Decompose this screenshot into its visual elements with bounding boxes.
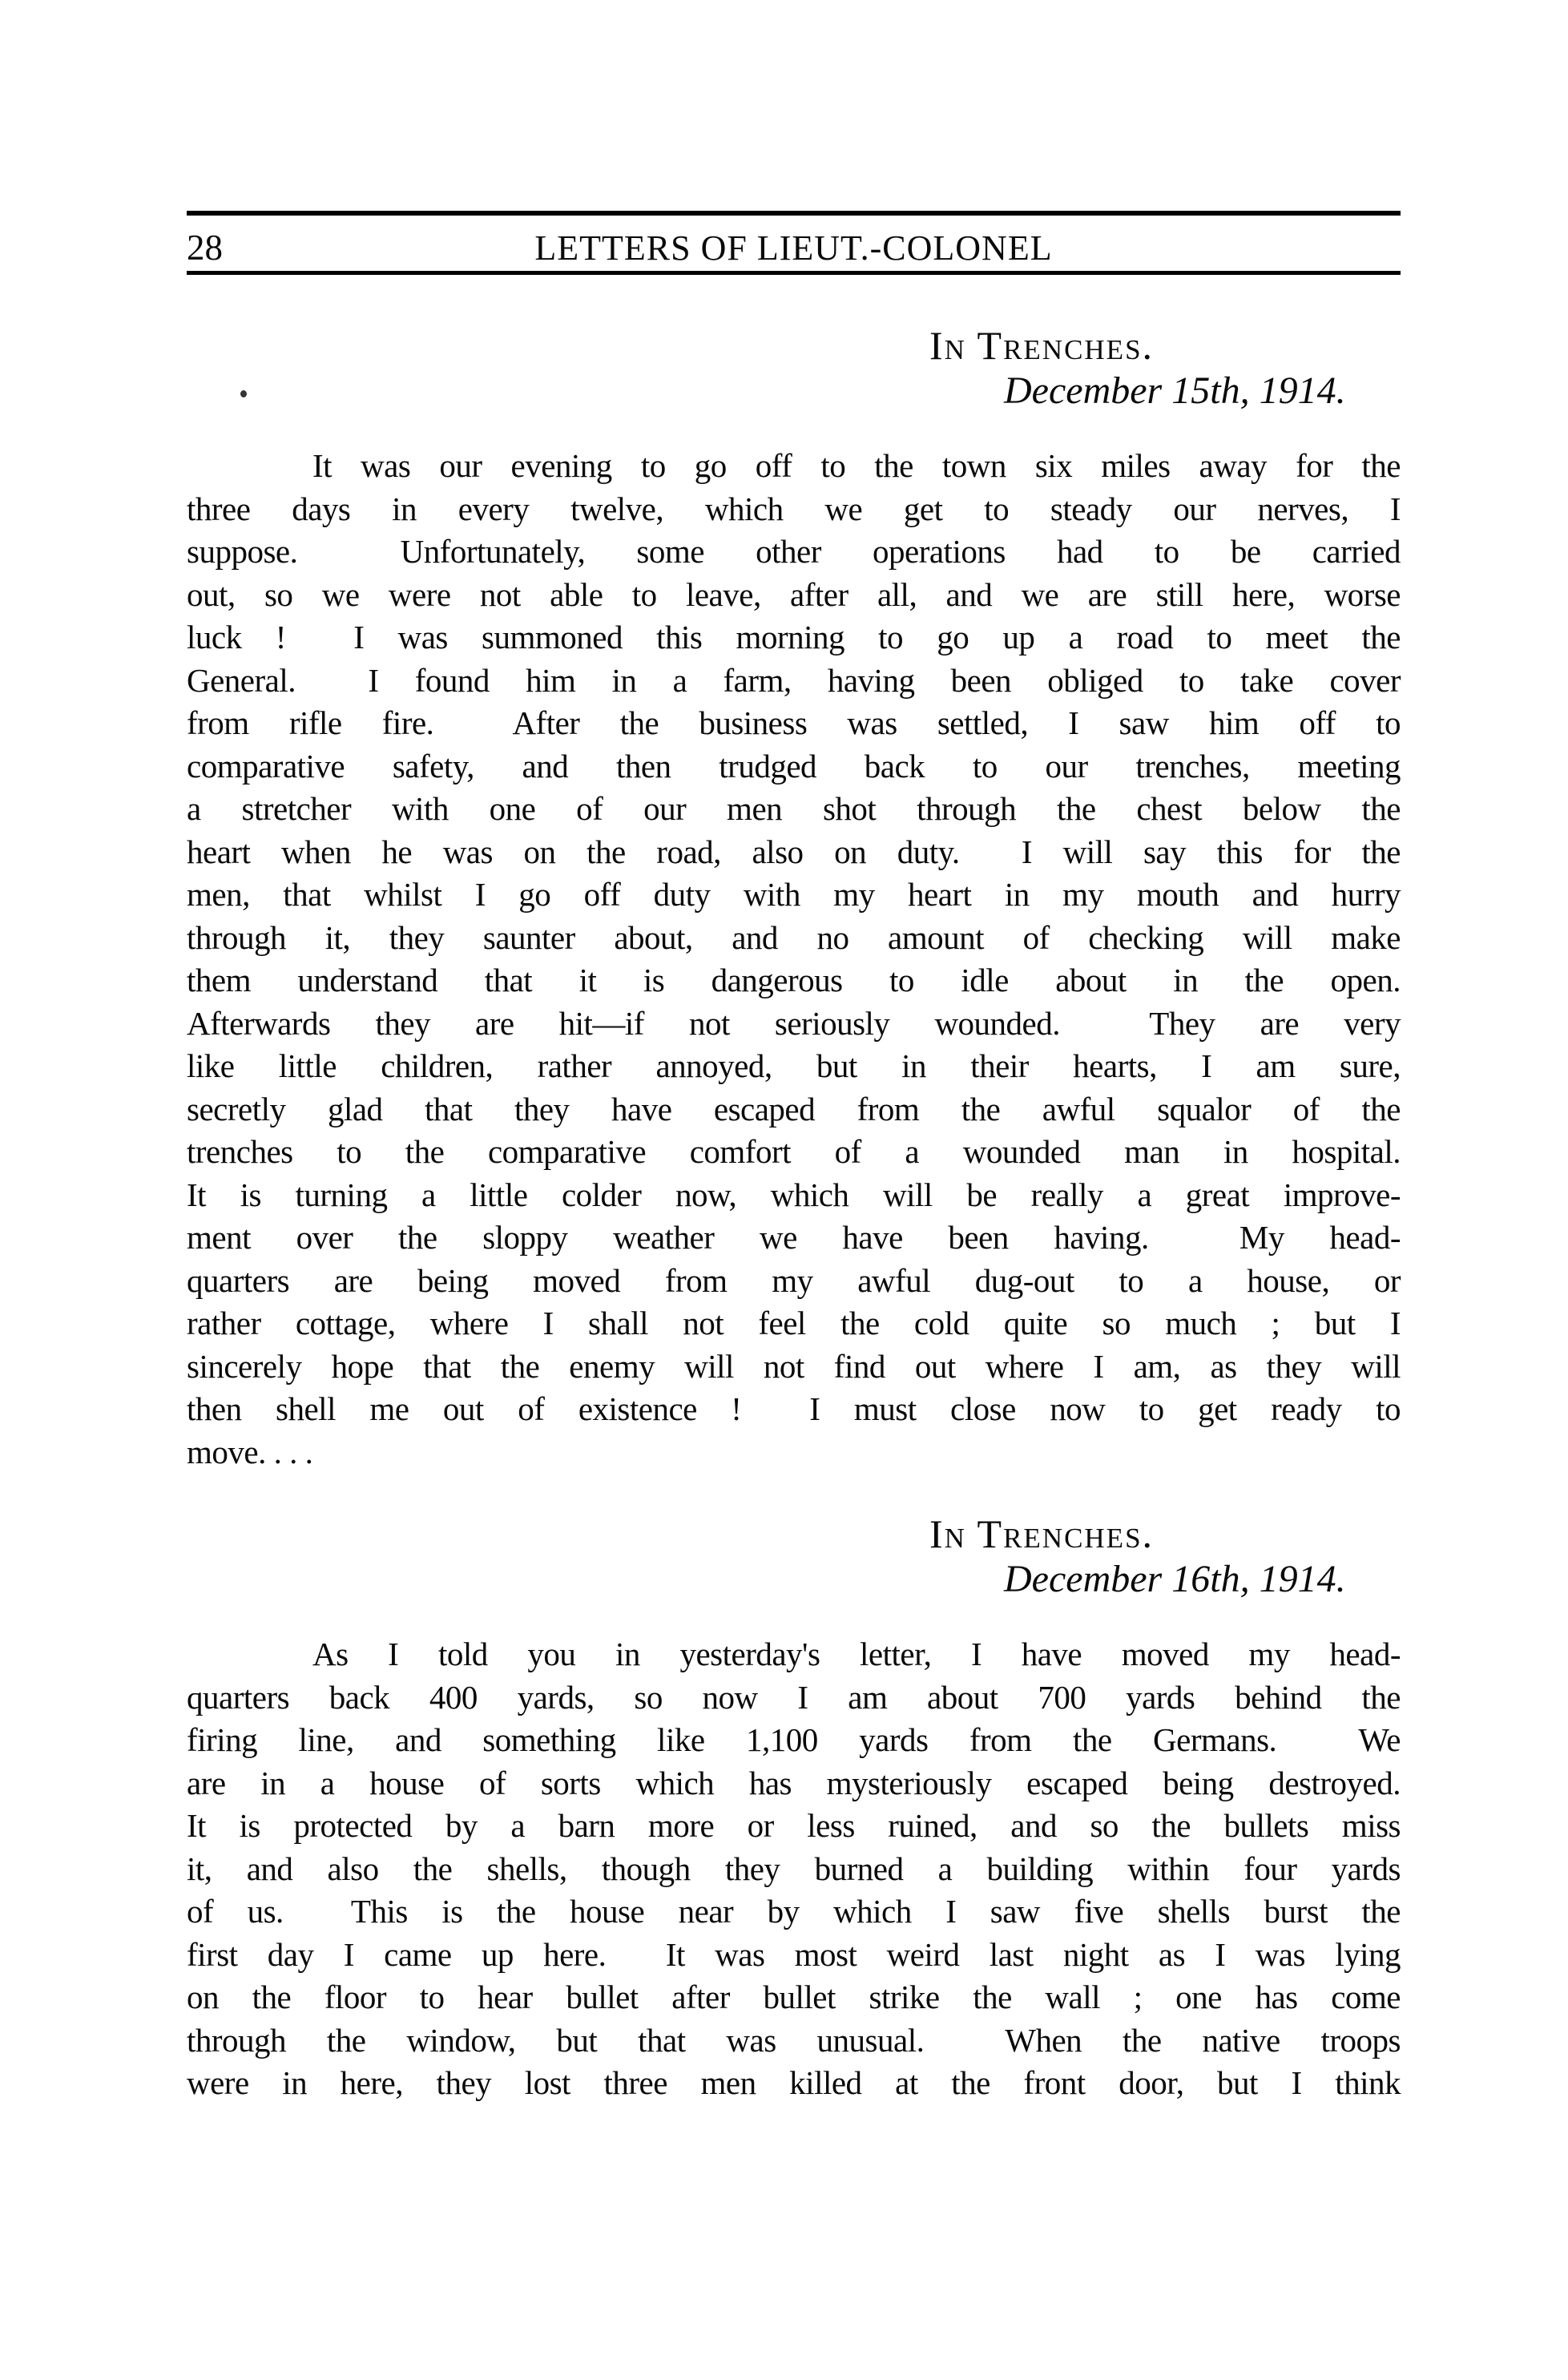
text-line: like little children, rather annoyed, but in their hearts, I am sure,	[187, 1047, 1401, 1084]
text-line: were in here, they lost three men killed at the front door, but I think	[187, 2064, 1401, 2101]
running-title: LETTERS OF LIEUT.-COLONEL	[534, 228, 1053, 268]
text-line: It was our evening to go off to the town six miles away for the	[312, 447, 1401, 484]
letter-heading: In Trenches.	[929, 323, 1155, 368]
text-line: ment over the sloppy weather we have been having. My head-	[187, 1219, 1401, 1256]
text-line: move. . . .	[187, 1433, 313, 1470]
letter-december-15	[187, 325, 1401, 1474]
running-head	[187, 211, 1401, 275]
letter-body	[187, 1633, 1401, 2105]
text-line: secretly glad that they have escaped from the awful squalor of the	[187, 1090, 1401, 1127]
text-line: General. I found him in a farm, having been obliged to take cover	[187, 661, 1401, 699]
text-line: a stretcher with one of our men shot through the chest below the	[187, 790, 1401, 827]
text-line: on the floor to hear bullet after bullet strike the wall ; one has come	[187, 1979, 1401, 2015]
text-line: first day I came up here. It was most weird last night as I was lying	[187, 1935, 1401, 1973]
letter-december-16	[187, 1513, 1401, 2105]
text-line: comparative safety, and then trudged back to our trenches, meeting	[187, 747, 1401, 785]
text-line: quarters are being moved from my awful dug-out to a house, or	[187, 1261, 1401, 1299]
text-line: sincerely hope that the enemy will not find out where I am, as they will	[187, 1347, 1401, 1385]
letter-date: December 15th, 1914.	[1004, 369, 1346, 412]
text-line: heart when he was on the road, also on duty. I will say this for the	[187, 833, 1401, 870]
text-line: then shell me out of existence ! I must close now to get ready to	[187, 1390, 1401, 1427]
text-line: firing line, and something like 1,100 yards from the Germans. We	[187, 1721, 1401, 1758]
text-line: men, that whilst I go off duty with my heart in my mouth and hurry	[187, 876, 1401, 913]
text-line: through the window, but that was unusual. When the native troops	[187, 2021, 1401, 2059]
text-line: out, so we were not able to leave, after all, and we are still here, worse	[187, 575, 1401, 613]
text-line: them understand that it is dangerous to idle about in the open.	[187, 962, 1401, 998]
text-line: Afterwards they are hit—if not seriously wounded. They are very	[187, 1004, 1401, 1042]
text-line: from rifle fire. After the business was settled, I saw him off to	[187, 704, 1401, 741]
text-line: of us. This is the house near by which I saw five shells burst the	[187, 1893, 1401, 1930]
text-line: It is protected by a barn more or less ruined, and so the bullets miss	[187, 1807, 1401, 1844]
text-line: luck ! I was summoned this morning to go up a road to meet the	[187, 619, 1401, 656]
text-line: trenches to the comparative comfort of a wounded man in hospital.	[187, 1133, 1401, 1170]
text-line: It is turning a little colder now, which will be really a great improve-	[187, 1176, 1401, 1213]
page-number: 28	[187, 228, 223, 268]
text-line: suppose. Unfortunately, some other operations had to be carried	[187, 533, 1401, 570]
text-line: it, and also the shells, though they burned a building within four yards	[187, 1850, 1401, 1887]
text-line: rather cottage, where I shall not feel the cold quite so much ; but I	[187, 1305, 1401, 1341]
text-line: are in a house of sorts which has mysteriously escaped being destroyed.	[187, 1764, 1401, 1801]
letter-date: December 16th, 1914.	[1004, 1558, 1346, 1600]
text-line: three days in every twelve, which we get to steady our nerves, I	[187, 490, 1401, 527]
letter-heading: In Trenches.	[929, 1511, 1155, 1556]
text-line: through it, they saunter about, and no amount of checking will make	[187, 918, 1401, 956]
page-content	[187, 211, 1401, 2105]
letter-body	[187, 445, 1401, 1474]
text-line: quarters back 400 yards, so now I am about 700 yards behind the	[187, 1678, 1401, 1716]
text-line: As I told you in yesterday's letter, I have moved my head-	[312, 1636, 1401, 1672]
